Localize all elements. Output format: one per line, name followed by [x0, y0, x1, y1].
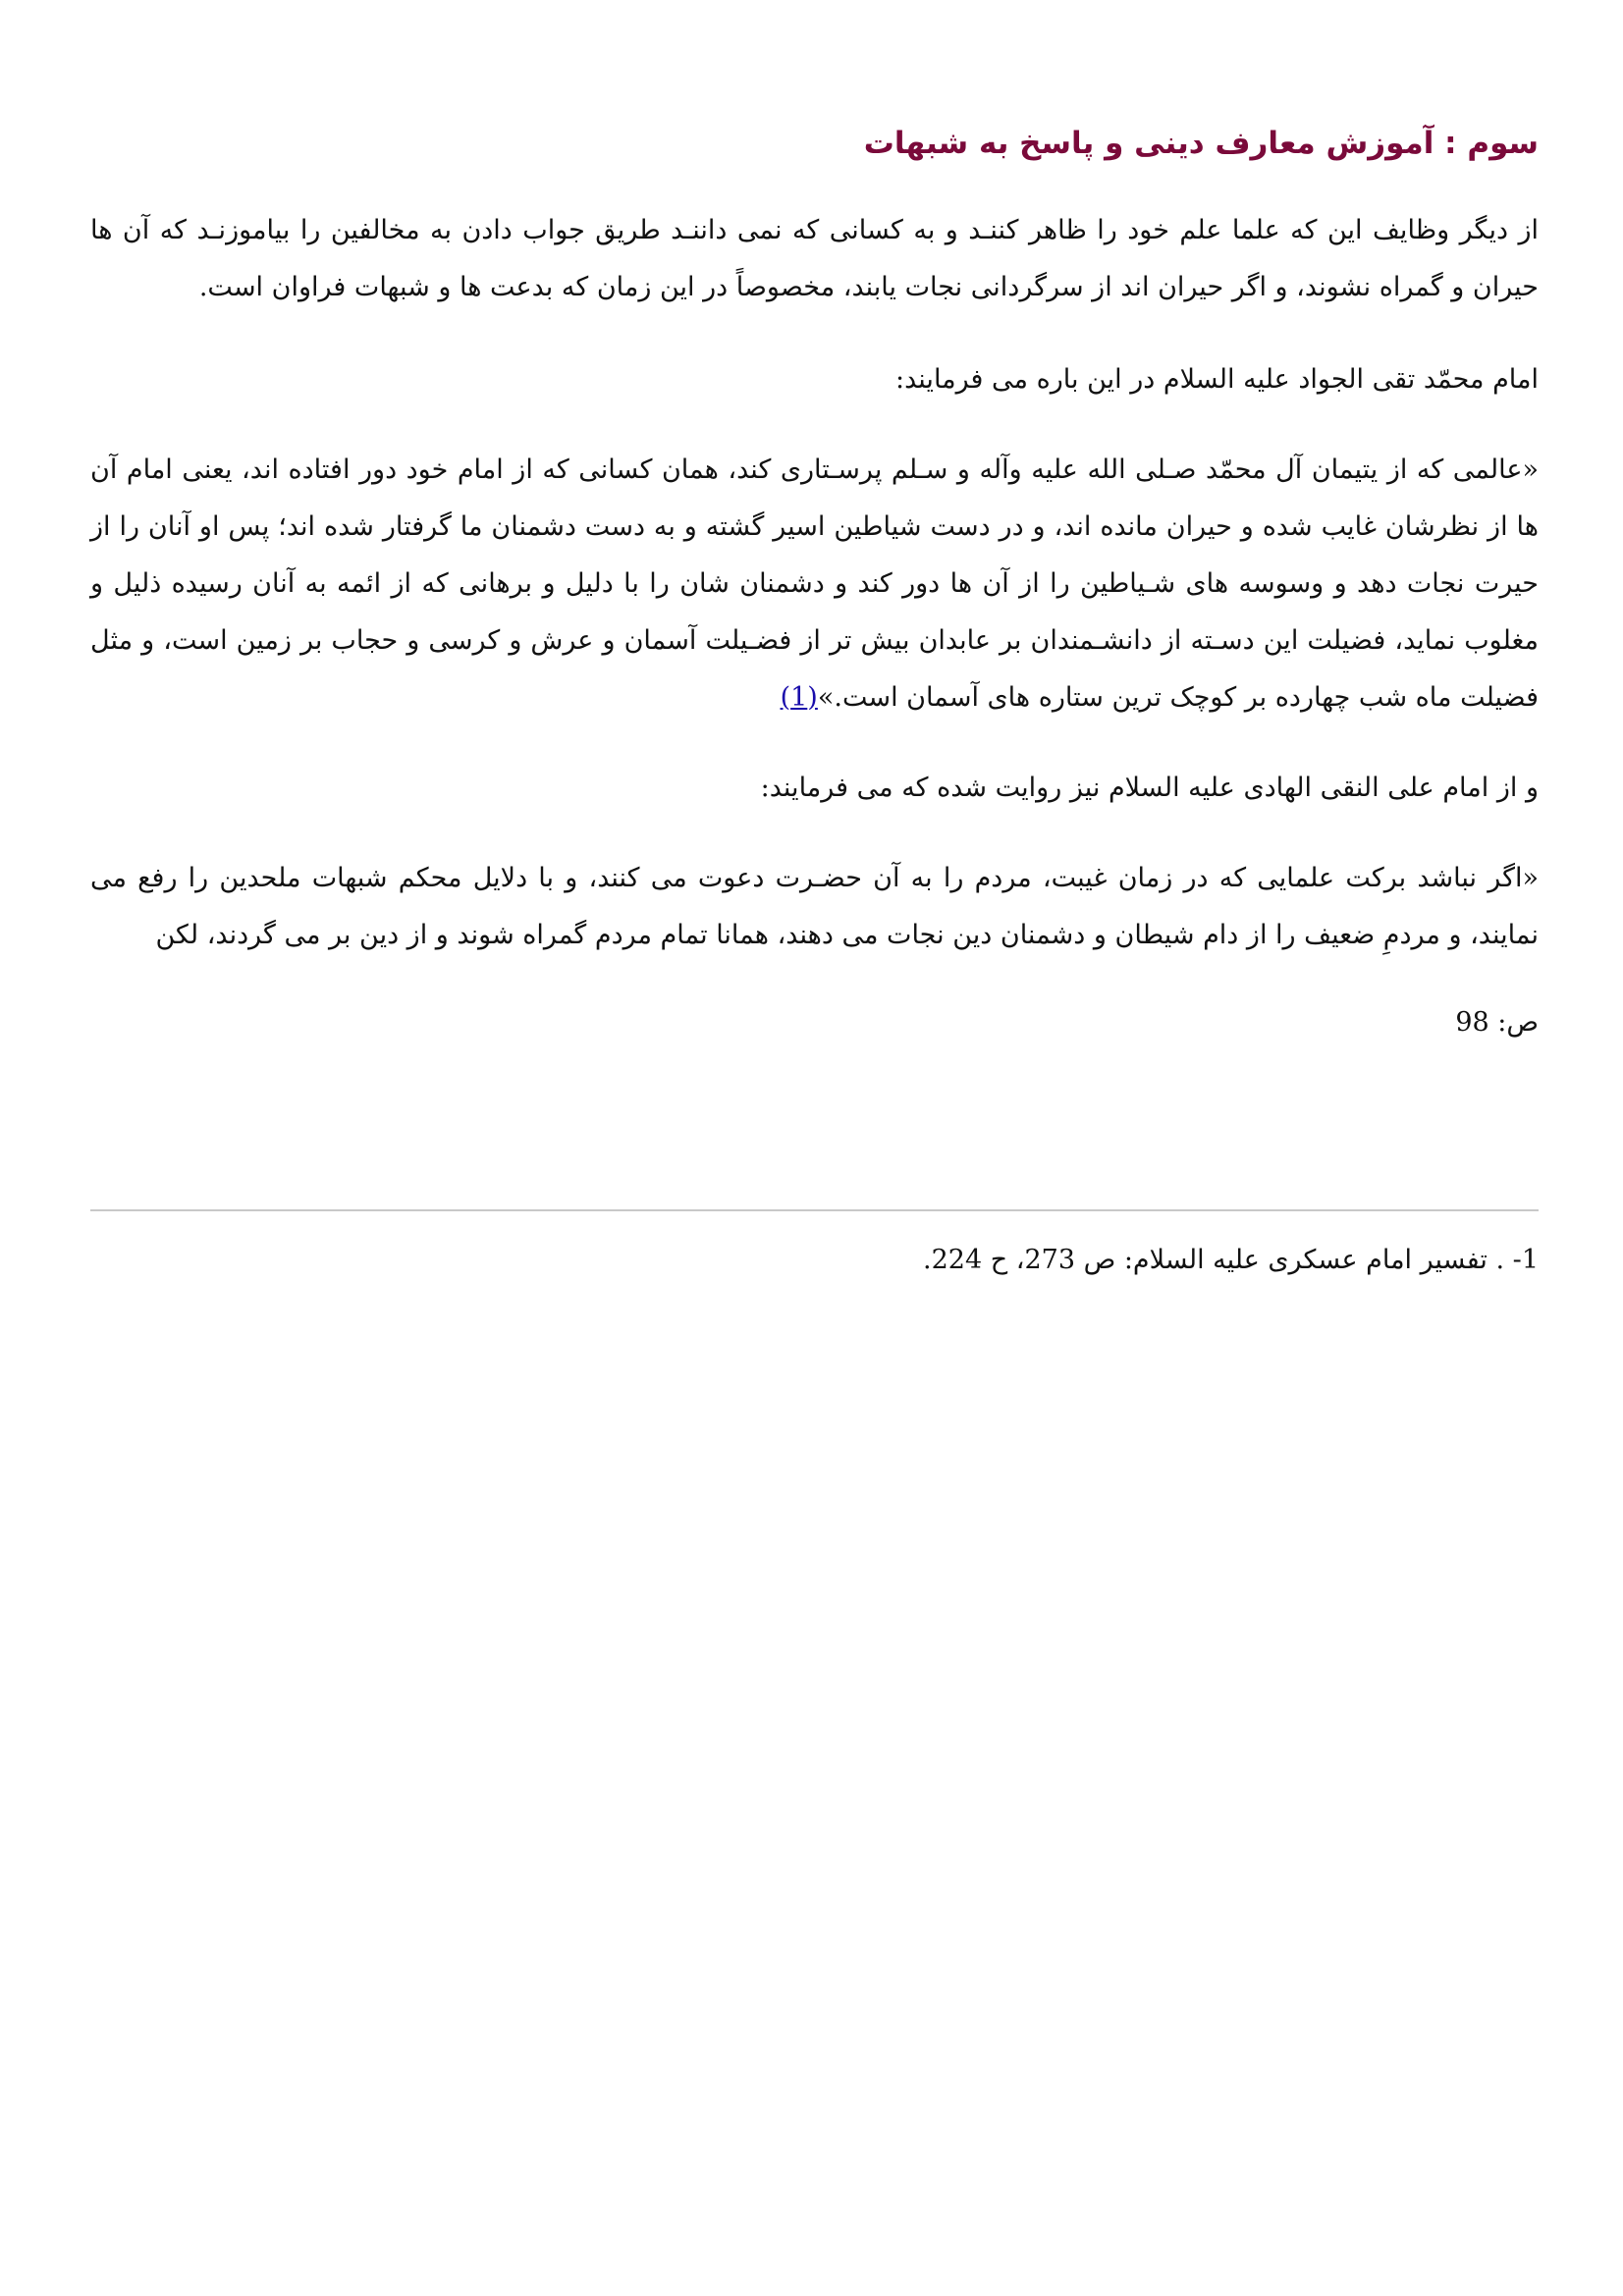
footnote: 1- . تفسیر امام عسکری علیه السلام: ص 273، ح 224. — [923, 1245, 1539, 1275]
paragraph: و از امام علی النقی الهادی علیه السلام نیز روایت شده که می فرمایند: — [760, 773, 1539, 803]
page-body — [90, 108, 1539, 1042]
section-heading: سوم : آموزش معارف دینی و پاسخ به شبهات — [863, 126, 1539, 161]
quote-paragraph: «اگر نباشد برکت علمایی که در زمان غیبت، مردم را به آن حضـرت دعوت می کنند، و با دلایل محکم شبهات ملحدین را رفع می نمایند، و مردمِ ضعیف را از دام شیطان و دشمنان دین نجات می دهند، همانا تمام مردم گمراه شوند و از دین بر می گردند، لکن — [90, 863, 1539, 950]
paragraph: از دیگر وظایف این که علما علم خود را ظاهر کننـد و به کسانی که نمی داننـد طریق جواب دادن به مخالفین را بیاموزنـد که آن ها حیران و گمراه نشوند، و اگر حیران اند از سرگردانی نجات یابند، مخصوصاً در این زمان که بدعت ها و شبهات فراوان است. — [90, 215, 1539, 302]
paragraph: امام محمّد تقی الجواد علیه السلام در این باره می فرمایند: — [895, 364, 1539, 395]
page-number: ص: 98 — [1455, 1007, 1539, 1038]
footnote-link[interactable]: (1) — [780, 682, 818, 713]
quote-text: «عالمی که از یتیمان آل محمّد صـلی الله علیه وآله و سـلم پرسـتاری کند، همان کسانی که از امام خود دور افتاده اند، یعنی امام آن ها از نظرشان غایب شده و حیران مانده اند، و در دست شیاطین اسیر گشته و به دست دشمنان ما گرفتار شده اند؛ پس او آنان را از حیرت نجات دهد و وسوسه های شـیاطین را از آن ها دور کند و دشمنان شان را با دلیل و برهانی که از ائمه به آنان رسیده ذلیل و مغلوب نماید، فضیلت این دسـته از دانشـمندان بر عابدان بیش تر از فضـیلت آسمان و عرش و کرسی و حجاب بر زمین است، و مثل فضیلت ماه شب چهارده بر کوچک ترین ستاره های آسمان است.» — [90, 454, 1539, 713]
footnote-divider — [90, 1209, 1539, 1211]
quote-paragraph — [90, 442, 1539, 726]
